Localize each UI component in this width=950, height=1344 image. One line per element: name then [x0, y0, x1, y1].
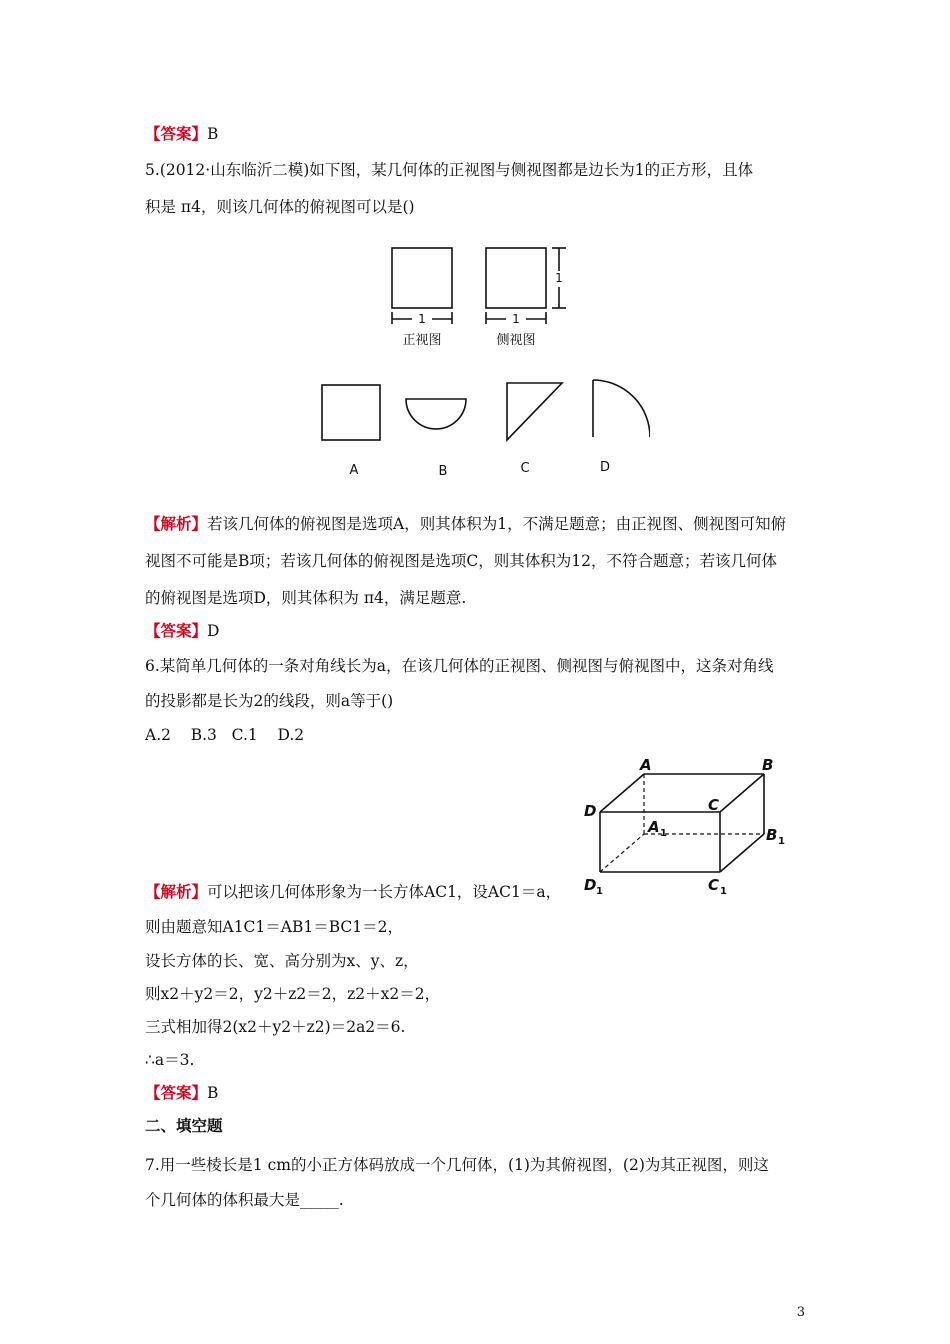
analysis-tag: 【解析】 [145, 882, 208, 901]
analysis-6-line-1 [145, 882, 561, 902]
cuboid-figure [580, 752, 790, 902]
option-b-semicircle [406, 399, 466, 429]
answer-line-3 [145, 1083, 218, 1103]
analysis-5-line-1 [145, 514, 786, 534]
answer-value: B [207, 125, 219, 143]
vertex-a1-subscript: 1 [660, 828, 667, 839]
cuboid-diagram [580, 752, 790, 902]
analysis-5-line-2: 视图不可能是B项；若该几何体的俯视图是选项C，则其体积为12，不符合题意；若该几何体 [145, 552, 777, 570]
side-dim-right-label: 1 [555, 271, 563, 285]
analysis-5-text: 若该几何体的俯视图是选项A，则其体积为1，不满足题意；由正视图、侧视图可知俯 [207, 515, 787, 533]
analysis-6-line-3: 设长方体的长、宽、高分别为x、y、z， [145, 952, 419, 970]
question-7-line-1: 7.用一些棱长是1 cm的小正方体码放成一个几何体，(1)为其俯视图，(2)为其正视图，则这 [145, 1156, 769, 1174]
side-view-label: 侧视图 [496, 333, 536, 348]
option-b-label: B [438, 464, 448, 479]
analysis-6-text: 可以把该几何体形象为一长方体AC1，设AC1＝a， [207, 883, 562, 901]
section-heading: 二、填空题 [145, 1116, 223, 1135]
question-7-line-2: 个几何体的体积最大是_____. [145, 1191, 344, 1209]
option-a-square [322, 385, 380, 440]
analysis-5-line-3: 的俯视图是选项D，则其体积为 π4，满足题意. [145, 589, 467, 607]
answer-line-1 [145, 124, 218, 144]
answer-value: B [207, 1084, 219, 1102]
vertex-d-label: D [584, 802, 597, 820]
option-d-arc [593, 380, 650, 437]
analysis-6-line-2: 则由题意知A1C1＝AB1＝BC1＝2， [145, 918, 403, 936]
vertex-d1-subscript: 1 [596, 886, 603, 897]
side-dim-bottom-label: 1 [512, 312, 520, 326]
answer-value: D [207, 622, 220, 640]
answer-tag: 【答案】 [145, 124, 208, 143]
analysis-6-line-5: 三式相加得2(x2＋y2＋z2)＝2a2＝6. [145, 1018, 406, 1036]
analysis-6-line-4: 则x2＋y2＝2，y2＋z2＝2，z2＋x2＝2， [145, 985, 441, 1003]
question-5-figure [300, 240, 650, 485]
question-6-line-1: 6.某简单几何体的一条对角线长为a，在该几何体的正视图、侧视图与俯视图中，这条对角线 [145, 657, 774, 675]
front-view-square [392, 248, 452, 308]
vertex-a1-label: A [648, 818, 660, 836]
side-view-square [486, 248, 546, 308]
vertex-c-label: C [708, 796, 720, 814]
views-diagram [300, 240, 650, 485]
option-c-label: C [520, 461, 530, 476]
analysis-6-line-6: ∴a＝3. [145, 1051, 195, 1069]
question-5-line-2: 积是 π4，则该几何体的俯视图可以是() [145, 198, 415, 216]
vertex-a-label: A [640, 756, 652, 774]
option-d-label: D [599, 460, 611, 475]
vertex-b1-label: B [766, 826, 778, 844]
front-dim-label: 1 [418, 312, 426, 326]
question-5-line-1: 5.(2012·山东临沂二模)如下图，某几何体的正视图与侧视图都是边长为1的正方形，且体 [145, 161, 754, 179]
option-a-label: A [349, 463, 359, 478]
vertex-c1-label: C [708, 876, 720, 894]
option-c-triangle [507, 383, 562, 440]
answer-tag: 【答案】 [145, 621, 208, 640]
question-6-line-2: 的投影都是长为2的线段，则a等于() [145, 692, 394, 710]
vertex-b-label: B [762, 756, 774, 774]
vertex-b1-subscript: 1 [778, 836, 785, 847]
vertex-c1-subscript: 1 [720, 886, 727, 897]
vertex-d1-label: D [584, 876, 597, 894]
analysis-tag: 【解析】 [145, 514, 208, 533]
answer-tag: 【答案】 [145, 1083, 208, 1102]
answer-line-2 [145, 621, 219, 641]
front-view-label: 正视图 [402, 333, 442, 348]
question-6-options: A.2 B.3 C.1 D.2 [145, 726, 305, 744]
page-number: 3 [796, 1305, 805, 1320]
